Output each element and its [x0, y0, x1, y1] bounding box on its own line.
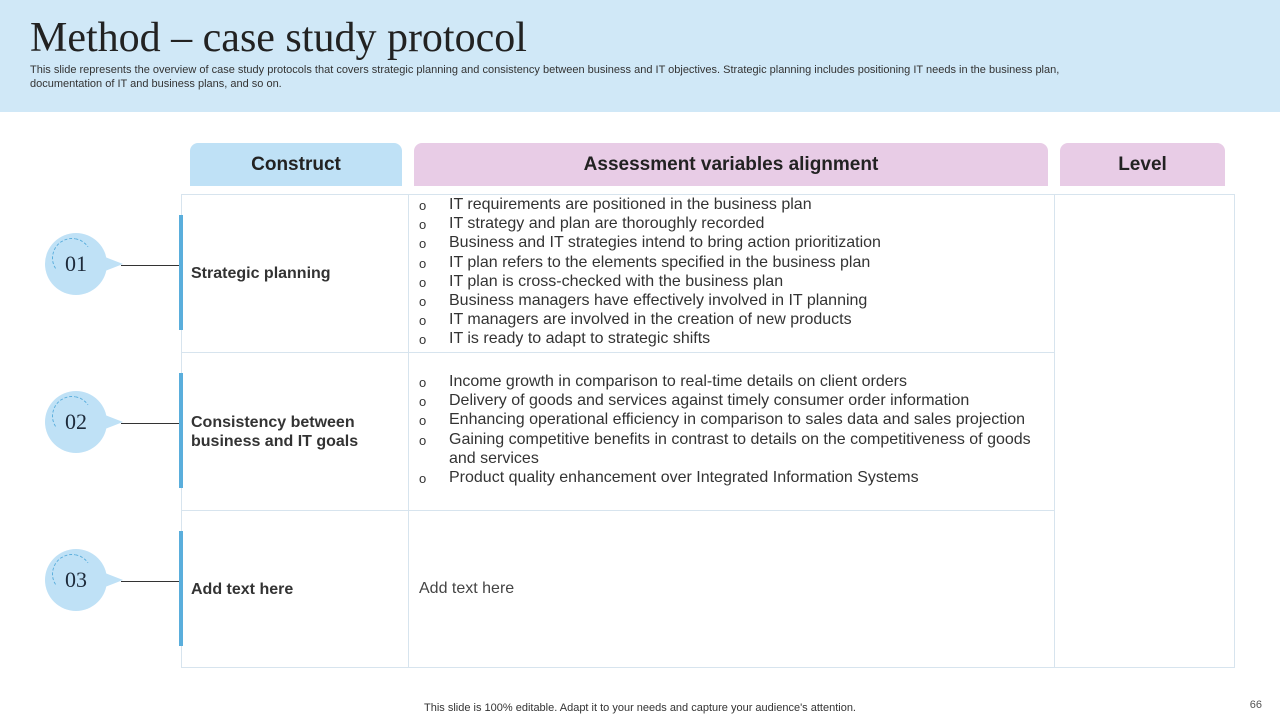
list-item: o IT plan refers to the elements specified in the business plan [418, 253, 1043, 272]
list-item: o Enhancing operational efficiency in comparison to sales data and sales projection [418, 410, 1043, 429]
table-divider-vertical [408, 194, 409, 668]
row-accent-bar [179, 215, 183, 330]
table-divider-vertical [1054, 194, 1055, 668]
table-divider-horizontal [181, 510, 1055, 511]
connector-line [121, 423, 179, 424]
list-item: o IT is ready to adapt to strategic shifts [418, 329, 1043, 348]
row-number-badge [45, 233, 107, 295]
assessment-list [418, 195, 1043, 349]
row-number: 02 [65, 409, 87, 434]
row-accent-bar [179, 373, 183, 488]
table-divider-horizontal [181, 352, 1055, 353]
slide-title: Method – case study protocol [30, 15, 527, 61]
slide-header [0, 0, 1280, 112]
row-number-badge [45, 391, 107, 453]
connector-line [121, 265, 179, 266]
assessment-list [418, 372, 1043, 487]
list-item: o Income growth in comparison to real-time details on client orders [418, 372, 1043, 391]
row-number: 03 [65, 567, 87, 592]
construct-label: Consistency between business and IT goals [191, 414, 359, 450]
footer-note: This slide is 100% editable. Adapt it to your needs and capture your audience's attention. [424, 702, 856, 714]
column-header-assessment: Assessment variables alignment [414, 143, 1048, 186]
list-item: o Business and IT strategies intend to bring action prioritization [418, 233, 1043, 252]
column-header-construct: Construct [190, 143, 402, 186]
list-item: o Delivery of goods and services against timely consumer order information [418, 391, 1043, 410]
row-number: 01 [65, 251, 87, 276]
assessment-placeholder: Add text here [419, 580, 515, 597]
list-item: o Gaining competitive benefits in contrast to details on the competitiveness of goods and services [418, 430, 1043, 468]
list-item: o IT managers are involved in the creation of new products [418, 310, 1043, 329]
row-number-badge [45, 549, 107, 611]
connector-line [121, 581, 179, 582]
list-item: o Business managers have effectively involved in IT planning [418, 291, 1043, 310]
list-item: o IT strategy and plan are thoroughly recorded [418, 214, 1043, 233]
column-header-level: Level [1060, 143, 1225, 186]
list-item: o IT requirements are positioned in the business plan [418, 195, 1043, 214]
slide-subtitle: This slide represents the overview of case study protocols that covers strategic planning and consistency between business and IT objectives. Strategic planning includes positioning IT needs in the business plan, documentation of IT and business plans, and so on. [30, 64, 1060, 90]
construct-label: Add text here [191, 581, 294, 598]
construct-label: Strategic planning [191, 265, 331, 282]
row-accent-bar [179, 531, 183, 646]
page-number: 66 [1249, 699, 1262, 711]
list-item: o IT plan is cross-checked with the business plan [418, 272, 1043, 291]
list-item: o Product quality enhancement over Integrated Information Systems [418, 468, 1043, 487]
